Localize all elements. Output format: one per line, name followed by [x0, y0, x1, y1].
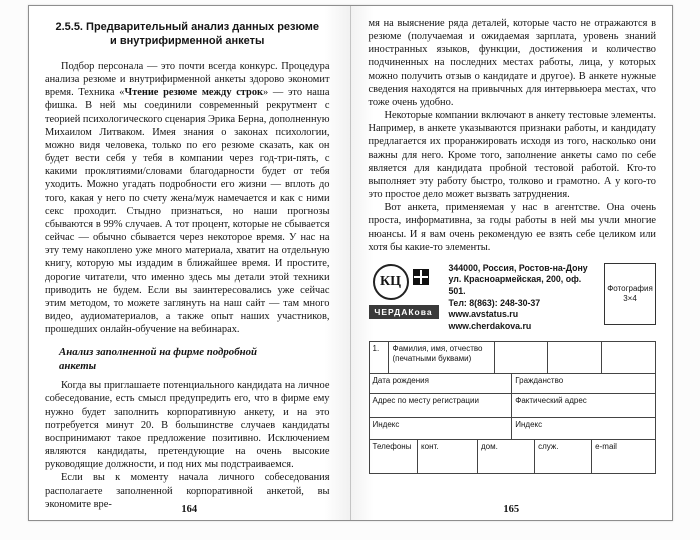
- paragraph: Некоторые компании включают в анкету тестовые элементы. Например, в анкете указываются признаки работы, и кандидату предлагается их проранжировать исходя из того, насколько они важны для него. Кроме того, заполнение анкеты само по себе является для кандидата пробной тестовой работой. Кто-то выполняет эту работу быстро, толково и грамотно. А у кого-то это простое дело может вызвать затруднения.: [368, 110, 656, 201]
- subsection-heading: Анализ заполненной на фирме подробной анкеты: [59, 346, 257, 373]
- logo-monogram: КЦ: [373, 264, 409, 300]
- form-label-fullname: Фамилия, имя, отчество (печатными буквами): [389, 342, 495, 373]
- form-row-birth-citizenship: [370, 374, 656, 394]
- book-spread: [28, 5, 673, 521]
- form-label-phones: Телефоны: [370, 440, 419, 473]
- page-number-left: 164: [181, 504, 198, 515]
- form-label-contact-phone: конт.: [418, 440, 478, 473]
- form-label-birthdate: Дата рождения: [370, 374, 513, 393]
- website-url: www.avstatus.ru: [448, 309, 519, 320]
- left-page: [29, 6, 351, 520]
- form-row-phones: [370, 440, 656, 474]
- paragraph-text: » — это наша фишка. В ней мы соединили современный рекрутмент с теорией психологического сценария Эрика Берна, дополненную Михаилом Литваком. Имея знания о законах психологии, можно видя человека, только по его резюме сказать, как он будет вести себя у тебя в компании через год-три-пять, с какими проклятиями/словами благодарности будет от тебя уходить. Можно угадать подробности его жизни — вплоть до того, какая у него по счету жена/муж намечается и как с ними секс проходит. Стыдно признаться, но наши прогнозы сбываются в 99% случаев. А тот процент, которые не сбывается сейчас — обычно сбывается через некоторое время. У нас на эту тему накоплено уже много материала, хватит на отдельную книгу, которую мы издадим в ближайшее время. И простите, дорогие читатели, что именно здесь мы детали этой техники приводить не будем. Если вы заинтересовались уже сейчас этим методом, то можете заглянуть на наш сайт — там много видео, аудиоматериалов, а также опыт наших участников, прошедших онлайн-обучение на вебинарах.: [45, 87, 330, 336]
- logo-name: ЧЕРДАКова: [369, 305, 439, 319]
- website-url: www.cherdakova.ru: [448, 320, 532, 331]
- form-label-work-phone: служ.: [535, 440, 592, 473]
- bold-phrase: Чтение резюме между строк: [124, 87, 263, 99]
- right-page: [351, 6, 673, 520]
- paragraph-intro: [45, 60, 330, 336]
- form-blank-cell: [548, 342, 601, 373]
- page-number-right: 165: [503, 504, 520, 515]
- photo-placeholder-box: Фотография 3×4: [604, 263, 656, 325]
- paragraph: Если вы к моменту начала личного собеседования располагаете заполненной корпоративной анкетой, вы экономите вре-: [45, 472, 330, 510]
- form-label-home-phone: дом.: [478, 440, 535, 473]
- address-line: Тел: 8(863): 248-30-37: [448, 297, 541, 308]
- paragraph: Когда вы приглашаете потенциального кандидата на личное собеседование, есть смысл предупредить его, что в фирме ему нужно будет заполнить корпоративную анкету, и на это потребуется минут 20. В большинстве случаев кандидаты воспринимают такое предложение позитивно. Исключением являются кандидаты, претендующие на очень высокие руководящие должности, и под них мы подстраиваемся.: [45, 380, 330, 471]
- form-blank-cell: [602, 342, 655, 373]
- application-form: [369, 341, 657, 474]
- form-row-postal-codes: [370, 418, 656, 440]
- form-label-postal-code: Индекс: [370, 418, 513, 439]
- form-label-email: e-mail: [595, 442, 617, 452]
- agency-address: [443, 261, 605, 333]
- window-icon: [413, 269, 429, 285]
- form-item-number: 1.: [370, 342, 390, 373]
- agency-contact-block: [369, 261, 657, 333]
- form-blank-cell: [495, 342, 548, 373]
- form-label-actual-address: Фактический адрес: [515, 396, 587, 406]
- paragraph: Вот анкета, применяемая у нас в агентстве. Она очень проста, информативна, за годы работы в ней мы учли многие нюансы. И я вам очень рекомендую ее взять себе целиком или хотя бы какие-то элементы.: [368, 202, 656, 253]
- paragraph: мя на выяснение ряда деталей, которые часто не отражаются в резюме (получаемая и ожидаемая зарплата, уровень знаний иностранных языков, функции, достижения и количество подчиненных на последних местах работы, лица, у которых можно получить отзыв о кандидате и другое). В анкете нужные сведения находятся на привычных для интервьюера местах, что тоже очень удобно.: [368, 18, 656, 108]
- form-label-registration-address: Адрес по месту регистрации: [370, 394, 513, 417]
- address-line: 344000, Россия, Ростов-на-Дону: [448, 262, 588, 273]
- address-line: ул. Красноармейская, 200, оф. 501.: [448, 274, 582, 296]
- paragraph-text: Подбор персонала — это почти всегда конкурс. Процедура анализа резюме и внутрифирменной анкеты здорово экономит время. Техника «: [45, 61, 330, 99]
- form-row-name: [370, 342, 656, 374]
- form-label-postal-code: Индекс: [515, 420, 543, 430]
- form-row-addresses: [370, 394, 656, 418]
- form-label-citizenship: Гражданство: [515, 376, 564, 386]
- cherdakova-logo: [369, 261, 443, 325]
- section-heading: 2.5.5. Предварительный анализ данных резюме и внутрифирменной анкеты: [55, 21, 320, 47]
